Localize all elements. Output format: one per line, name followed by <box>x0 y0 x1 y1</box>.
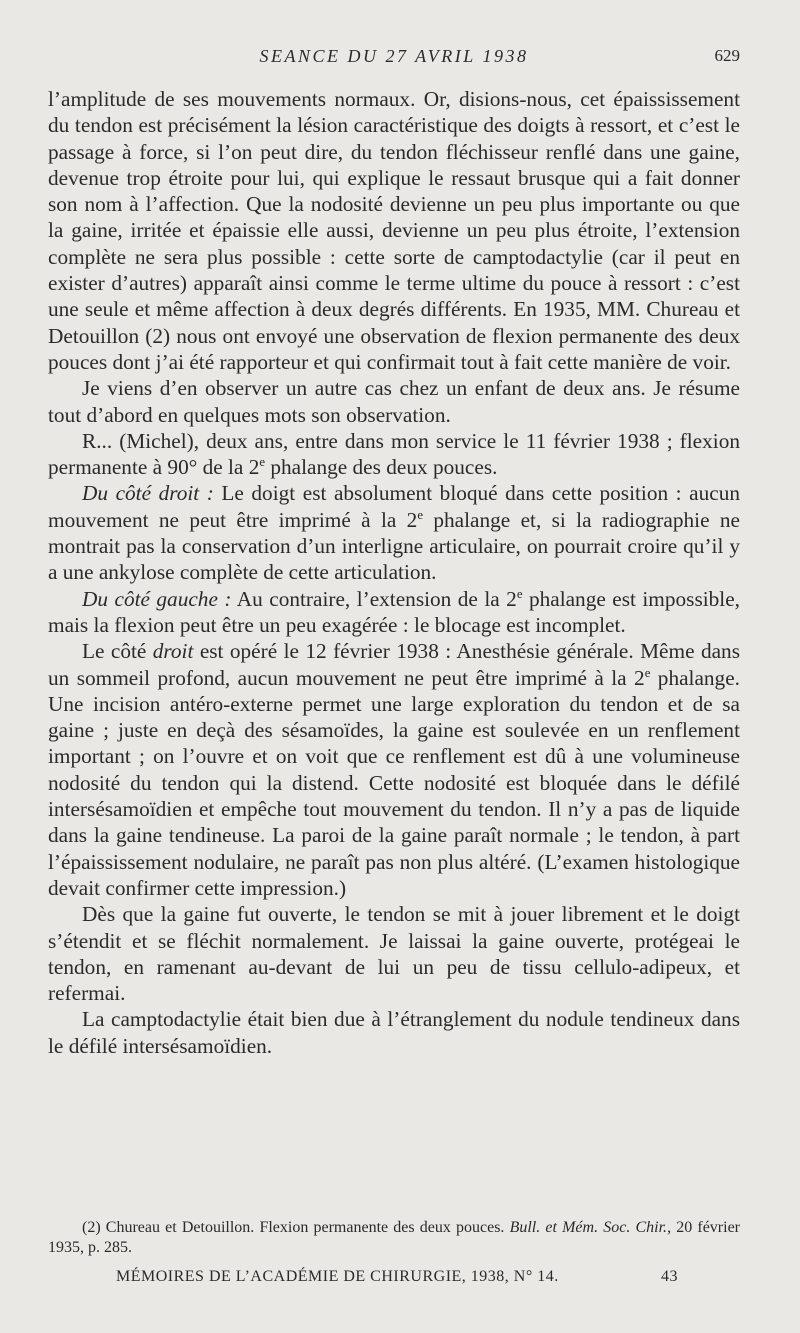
page-number: 629 <box>714 46 740 65</box>
italic-text: Du côté gauche : <box>82 586 232 611</box>
text-run: , 20 février 1935, p. 285. <box>48 1219 740 1256</box>
paragraph <box>48 375 740 428</box>
text-run: (2) Chureau et Detouillon. Flexion permanente des deux pouces. <box>82 1219 510 1236</box>
page-header <box>48 46 740 74</box>
text-run: Je viens d’en observer un autre cas chez un enfant de deux ans. Je résume tout d’abord en quelques mots son observation. <box>48 376 740 427</box>
text-run: phalange des deux pouces. <box>265 455 498 480</box>
paragraph <box>48 480 740 585</box>
text-run: phalange est impossible, mais la flexion peut être un peu exagérée : le blocage est incomplet. <box>48 586 740 637</box>
text-run: R... (Michel), deux ans, entre dans mon service le 11 février 1938 ; flexion permanente à 90° de la 2 <box>48 428 740 480</box>
italic-text: Du côté droit : <box>82 481 214 506</box>
page-footer <box>48 1268 740 1292</box>
superscript: e <box>644 665 651 680</box>
paragraph <box>48 586 740 639</box>
paragraph <box>48 901 740 1006</box>
italic-text: Bull. et Mém. Soc. Chir. <box>509 1219 668 1236</box>
text-run: La camptodactylie était bien due à l’étranglement du nodule tendineux dans le défilé intersésamoïdien. <box>48 1007 740 1058</box>
text-run: Le côté <box>82 639 153 664</box>
superscript: e <box>259 455 266 470</box>
text-run: phalange. Une incision antéro-externe permet une large exploration du tendon et de sa gaine ; juste en deçà des sésamoïdes, la gaine est soulevée en un renflement important ; on l’ouvre et on voit que ce renflement est dû à une volumineuse nodosité du tendon qui la distend. Cette nodosité est bloquée dans le défilé intersésamoïdien et empêche tout mouvement du tendon. Il n’y a pas de liquide dans la gaine tendineuse. La paroi de la gaine paraît normale ; le tendon, à part l’épaississement nodulaire, ne paraît pas non plus altéré. (L’examen histologique devait confirmer cette impression.) <box>48 665 740 900</box>
body-text <box>48 86 740 1059</box>
superscript: e <box>417 507 423 522</box>
running-title: SEANCE DU 27 AVRIL 1938 <box>259 46 529 66</box>
superscript: e <box>516 586 523 601</box>
text-run: Dès que la gaine fut ouverte, le tendon se mit à jouer librement et le doigt s’étendit et se fléchit normalement. Je laissai la gaine ouverte, protégeai le tendon, en ramenant au-devant de lui un peu de tissu cellulo-adipeux, et refermai. <box>48 902 740 1006</box>
text-run: Le doigt est absolument bloqué dans cette position : aucun mouvement ne peut être imprimé à la 2 <box>48 481 740 532</box>
paragraph <box>48 428 740 481</box>
footnote <box>48 1218 740 1258</box>
italic-text: droit <box>152 639 194 664</box>
text-run: phalange et, si la radiographie ne montrait pas la conservation d’un interligne articulaire, on pourrait croire qu’il y a une ankylose complète de cette articulation. <box>48 507 740 585</box>
paragraph <box>48 1006 740 1059</box>
paragraph <box>48 638 740 901</box>
paragraph <box>48 86 740 375</box>
text-run: est opéré le 12 février 1938 : Anesthésie générale. Même dans un sommeil profond, aucun mouvement ne peut être imprimé à la 2 <box>48 639 740 690</box>
signature-number: 43 <box>661 1268 678 1285</box>
journal-reference: MÉMOIRES DE L’ACADÉMIE DE CHIRURGIE, 1938, N° 14. <box>116 1268 559 1285</box>
text-run: l’amplitude de ses mouvements normaux. Or, disions-nous, cet épaississement du tendon est précisément la lésion caractéristique des doigts à ressort, et c’est le passage à force, si l’on peut dire, du tendon fléchisseur renflé dans une gaine, devenue trop étroite pour lui, qui explique le ressaut brusque qui a fait donner son nom à l’affection. Que la nodosité devienne un peu plus importante ou que la gaine, irritée et épaissie elle aussi, devienne un peu plus étroite, l’extension complète ne sera plus possible : cette sorte de camptodactylie (car il peut en exister d’autres) apparaît ainsi comme le terme ultime du pouce à ressort : c’est une seule et même affection à deux degrés différents. En 1935, MM. Chureau et Detouillon (2) nous ont envoyé une observation de flexion permanente des deux pouces dont j’ai été rapporteur et qui confirmait tout à fait cette manière de voir. <box>48 87 740 374</box>
footnote-text <box>48 1218 740 1258</box>
text-run: Au contraire, l’extension de la 2 <box>231 586 517 611</box>
